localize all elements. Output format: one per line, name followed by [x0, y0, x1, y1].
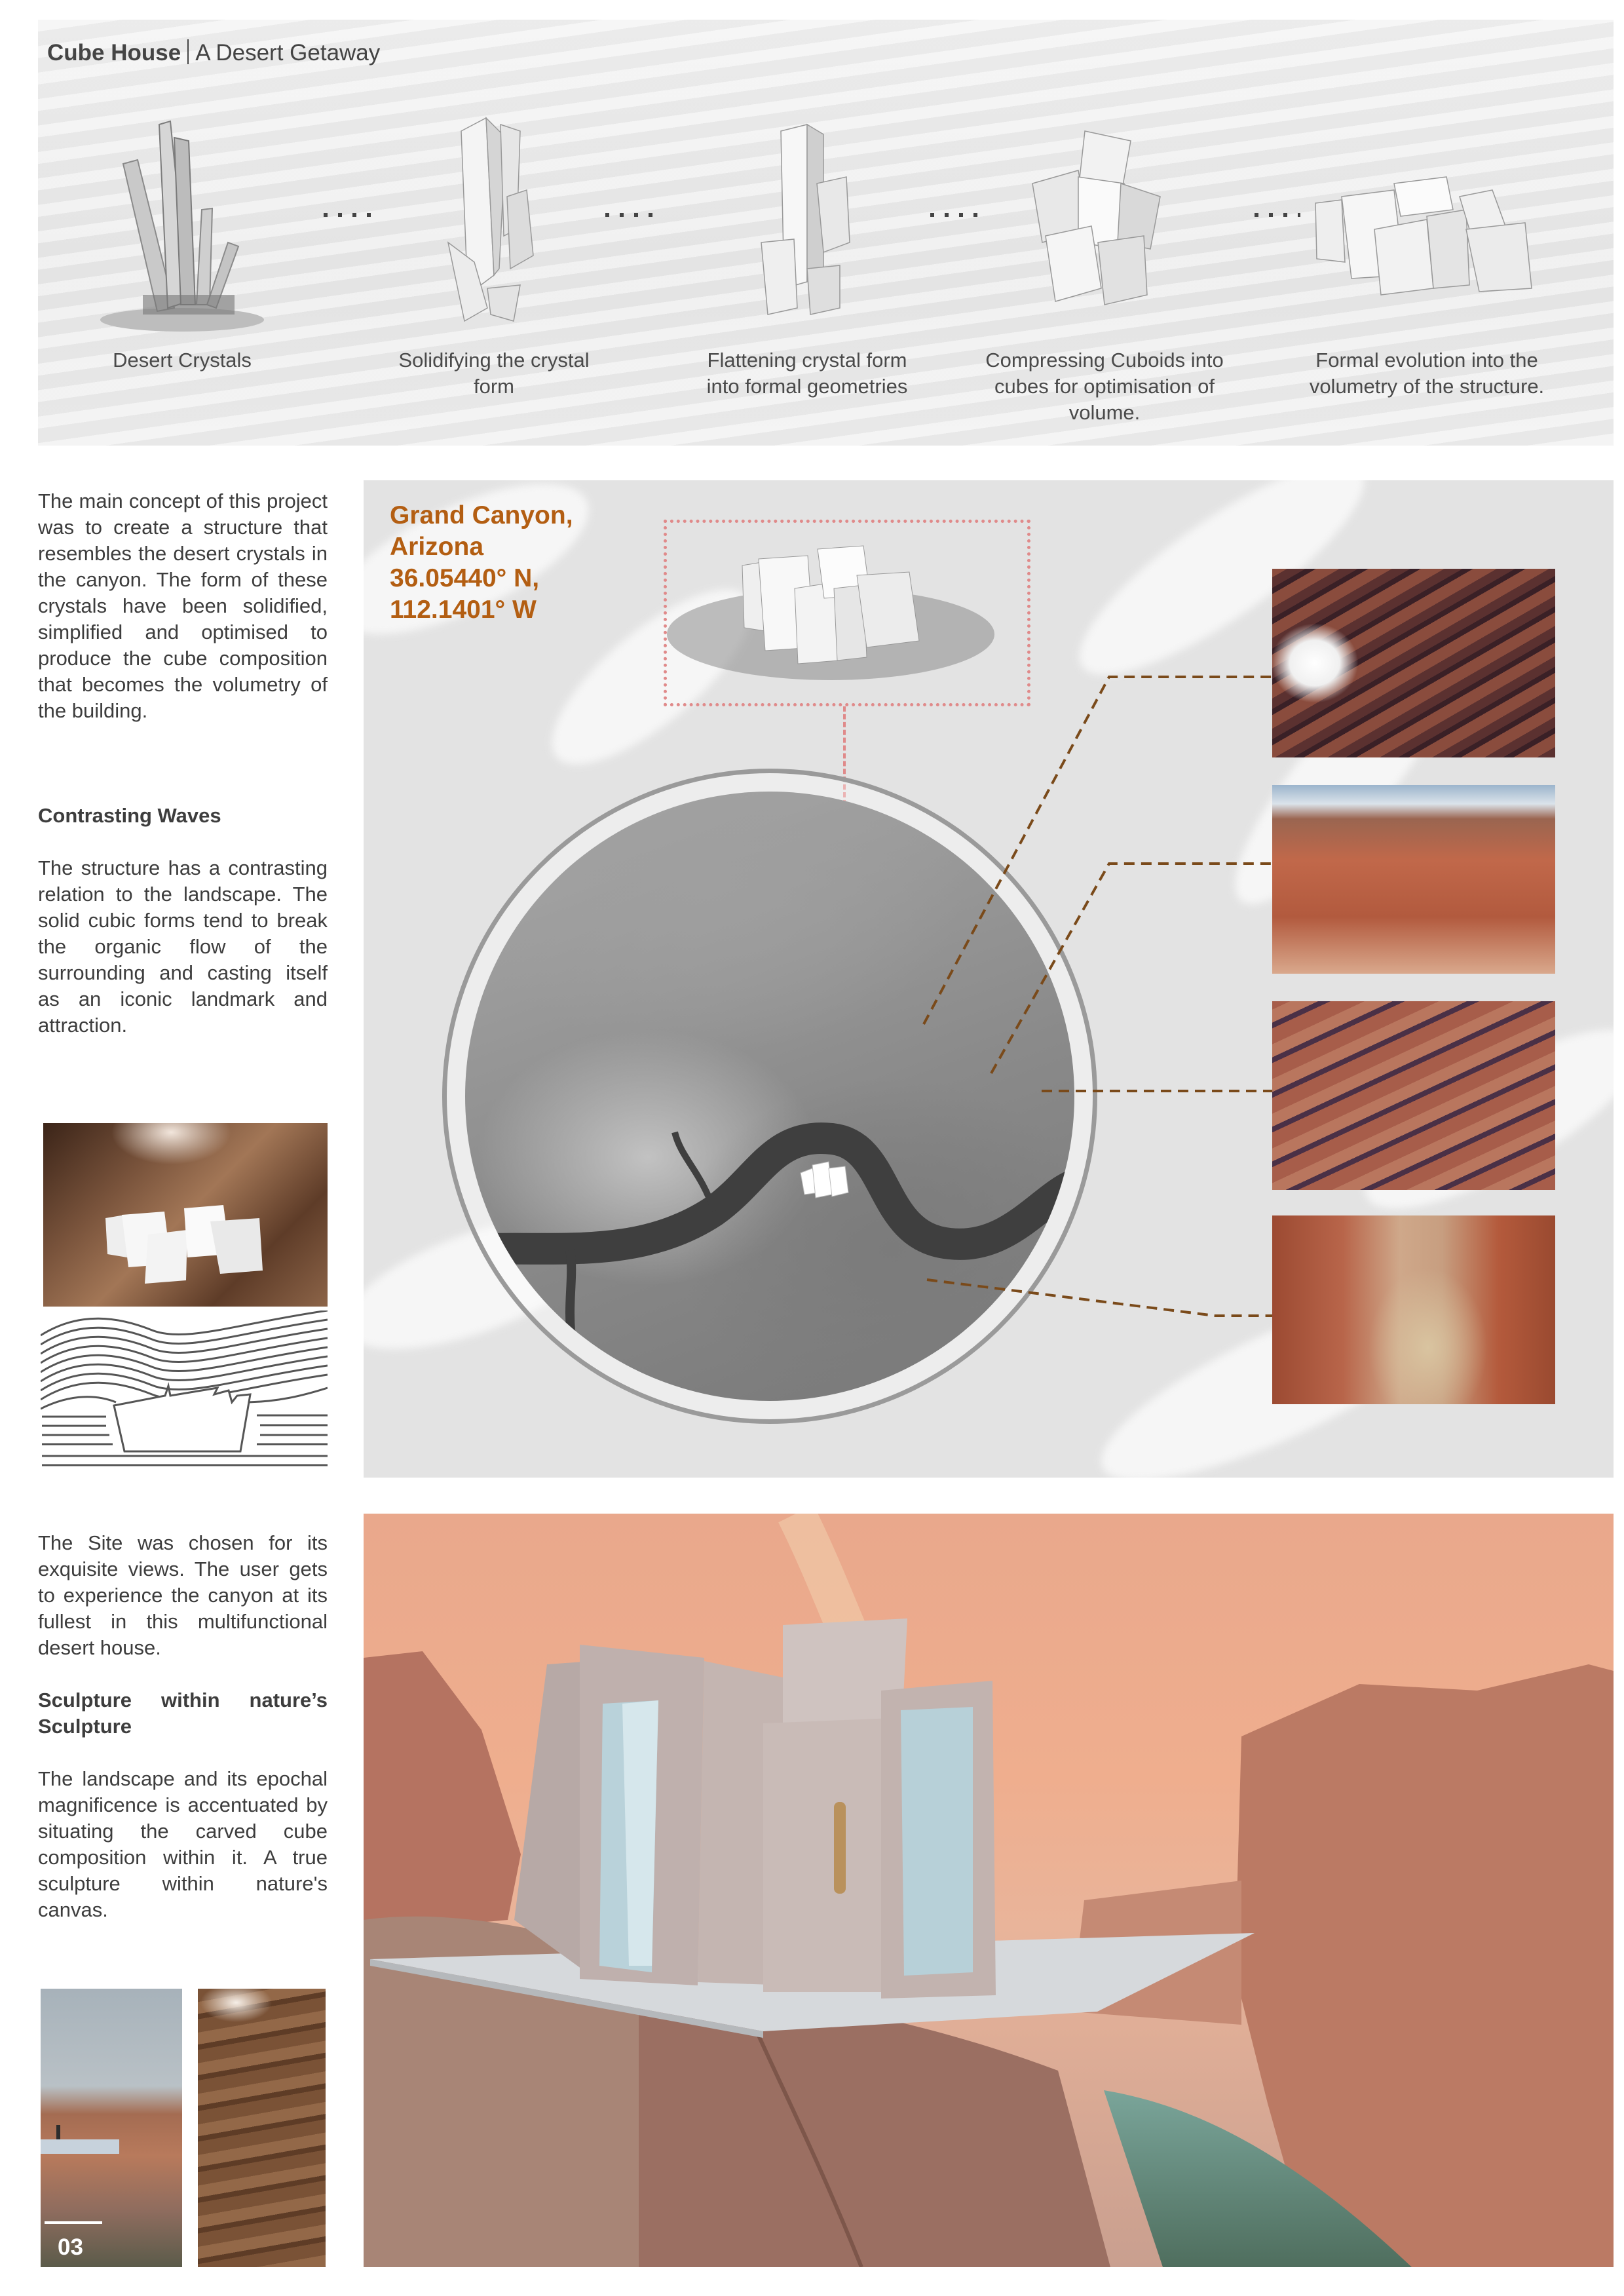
flattened-crystal-icon: [742, 111, 873, 334]
stage-flattening: [689, 98, 925, 439]
page-number-rule: [45, 2221, 102, 2224]
stage-caption: Solidifying the crystal form: [398, 349, 590, 398]
concept-intro: The main concept of this project was to create a structure that resembles the desert crystals in the canyon. The form of these crystals have been solidified, simplified and optimised to produce the cube composition that becomes the volumetry of the building.: [38, 489, 328, 722]
reference-photo-canyon-panorama: [1272, 785, 1555, 974]
location-name: Grand Canyon,: [390, 501, 573, 529]
stage-compressing: [973, 98, 1236, 439]
stage-caption: Flattening crystal form into formal geometries: [706, 349, 908, 398]
stage-connector: [324, 213, 373, 217]
cube-composition-icon: [43, 1123, 328, 1307]
person-figure: [56, 2125, 60, 2139]
stage-desert-crystals: [64, 98, 300, 439]
antelope-canyon-image: [198, 1989, 326, 2267]
location-state: Arizona: [390, 533, 484, 561]
stage-solidifying: [376, 98, 612, 439]
cantilever-deck: [41, 2139, 119, 2154]
title-bold: Cube House: [47, 40, 181, 66]
stage-connector: [930, 213, 979, 217]
stage-connector: [1255, 213, 1300, 217]
evolution-band: [38, 20, 1614, 446]
contrasting-waves-diagram: [41, 1311, 328, 1468]
reference-photo-aerial-river: [1272, 1001, 1555, 1190]
title-subtitle: A Desert Getaway: [195, 40, 381, 66]
stage-caption: Formal evolution into the volumetry of the structure.: [1309, 349, 1545, 398]
longitude: 112.1401° W: [390, 596, 537, 624]
stage-caption: Desert Crystals: [113, 349, 252, 372]
reference-photo-canyon-valley: [1272, 1215, 1555, 1404]
compressed-cubes-icon: [1006, 111, 1203, 334]
canyon-house-render: [364, 1514, 1614, 2267]
page-number: 03: [58, 2234, 83, 2260]
stage-caption: Compressing Cuboids into cubes for optimisation of volume.: [985, 349, 1224, 424]
final-volumetry-icon: [1296, 111, 1558, 334]
canyon-cube-image: [43, 1123, 328, 1307]
concept-body: The structure has a contrasting relation to the landscape. The solid cubic forms tend to break the organic flow of the surrounding and casting itself as an iconic landmark and attraction.: [38, 856, 328, 1037]
stage-connector: [605, 213, 654, 217]
views-body: The landscape and its epochal magnificence is accentuated by situating the carved cube composition within it. A true sculpture within nature's canvas.: [38, 1767, 328, 1921]
exterior-render: [364, 1514, 1614, 2267]
site-map-panel: [364, 480, 1614, 1478]
views-heading: Sculpture within nature’s Sculpture: [38, 1689, 328, 1738]
crystal-photo-icon: [97, 111, 267, 334]
wave-lines-icon: [41, 1311, 328, 1468]
title-divider: [187, 39, 189, 64]
reference-photo-aerial-clouds: [1272, 569, 1555, 757]
views-intro: The Site was chosen for its exquisite views. The user gets to experience the canyon at its fullest in this multifunctional desert house.: [38, 1531, 328, 1659]
solid-crystal-icon: [428, 111, 559, 334]
latitude: 36.05440° N,: [390, 564, 540, 592]
cantilever-view-image: [41, 1989, 182, 2267]
stage-formal-evolution: [1296, 98, 1558, 439]
page-title: [47, 39, 380, 66]
concept-heading: Contrasting Waves: [38, 804, 221, 827]
